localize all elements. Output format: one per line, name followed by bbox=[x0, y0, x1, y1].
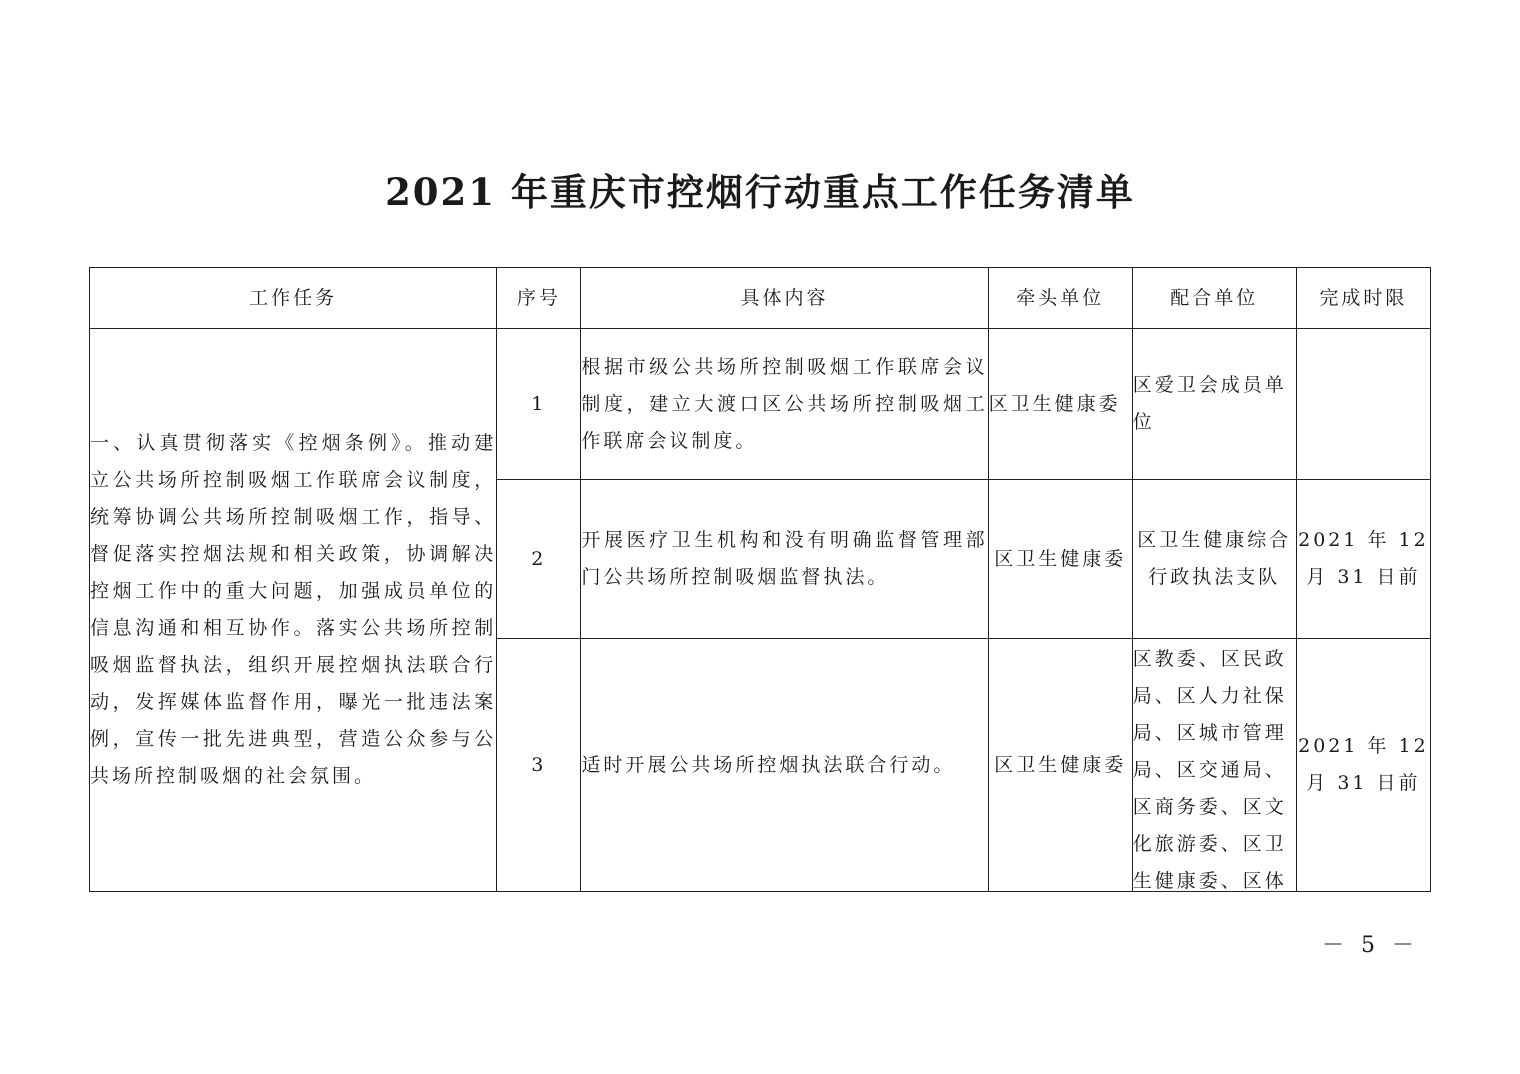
header-deadline: 完成时限 bbox=[1296, 268, 1430, 329]
header-coop: 配合单位 bbox=[1132, 268, 1296, 329]
table-header bbox=[90, 268, 1431, 329]
row-coop-unit-cell bbox=[1132, 639, 1296, 892]
header-task: 工作任务 bbox=[90, 268, 497, 329]
table-row bbox=[90, 329, 1431, 480]
header-row bbox=[90, 268, 1431, 329]
row-content: 适时开展公共场所控烟执法联合行动。 bbox=[581, 639, 988, 892]
row-lead-unit: 区卫生健康委 bbox=[988, 480, 1132, 639]
row-deadline: 2021 年 12 月 31 日前 bbox=[1296, 639, 1430, 892]
task-table bbox=[89, 267, 1431, 892]
row-number: 2 bbox=[497, 480, 581, 639]
row-coop-unit-clip bbox=[1133, 639, 1296, 891]
row-coop-unit: 区爱卫会成员单位 bbox=[1132, 329, 1296, 480]
row-content: 根据市级公共场所控制吸烟工作联席会议制度，建立大渡口区公共场所控制吸烟工作联席会议制度。 bbox=[581, 329, 988, 480]
table-body bbox=[90, 329, 1431, 892]
row-lead-unit: 区卫生健康委 bbox=[988, 329, 1132, 480]
task-description: 一、认真贯彻落实《控烟条例》。推动建立公共场所控制吸烟工作联席会议制度，统筹协调公共场所控制吸烟工作，指导、督促落实控烟法规和相关政策，协调解决控烟工作中的重大问题，加强成员单位的信息沟通和相互协作。落实公共场所控制吸烟监督执法，组织开展控烟执法联合行动，发挥媒体监督作用，曝光一批违法案例，宣传一批先进典型，营造公众参与公共场所控制吸烟的社会氛围。 bbox=[90, 329, 497, 892]
row-number: 1 bbox=[497, 329, 581, 480]
header-no: 序号 bbox=[497, 268, 581, 329]
page-title: 2021 年重庆市控烟行动重点工作任务清单 bbox=[385, 170, 1135, 214]
row-coop-unit: 区卫生健康综合行政执法支队 bbox=[1132, 480, 1296, 639]
header-lead: 牵头单位 bbox=[988, 268, 1132, 329]
row-number: 3 bbox=[497, 639, 581, 892]
header-content: 具体内容 bbox=[581, 268, 988, 329]
page-number: － 5 － bbox=[1322, 933, 1419, 958]
row-deadline bbox=[1296, 329, 1430, 480]
row-lead-unit: 区卫生健康委 bbox=[988, 639, 1132, 892]
row-content: 开展医疗卫生机构和没有明确监督管理部门公共场所控制吸烟监督执法。 bbox=[581, 480, 988, 639]
row-deadline: 2021 年 12 月 31 日前 bbox=[1296, 480, 1430, 639]
row-coop-unit: 区教委、区民政局、区人力社保局、区城市管理局、区交通局、区商务委、区文化旅游委、区卫生健康委、区体 bbox=[1132, 648, 1287, 891]
